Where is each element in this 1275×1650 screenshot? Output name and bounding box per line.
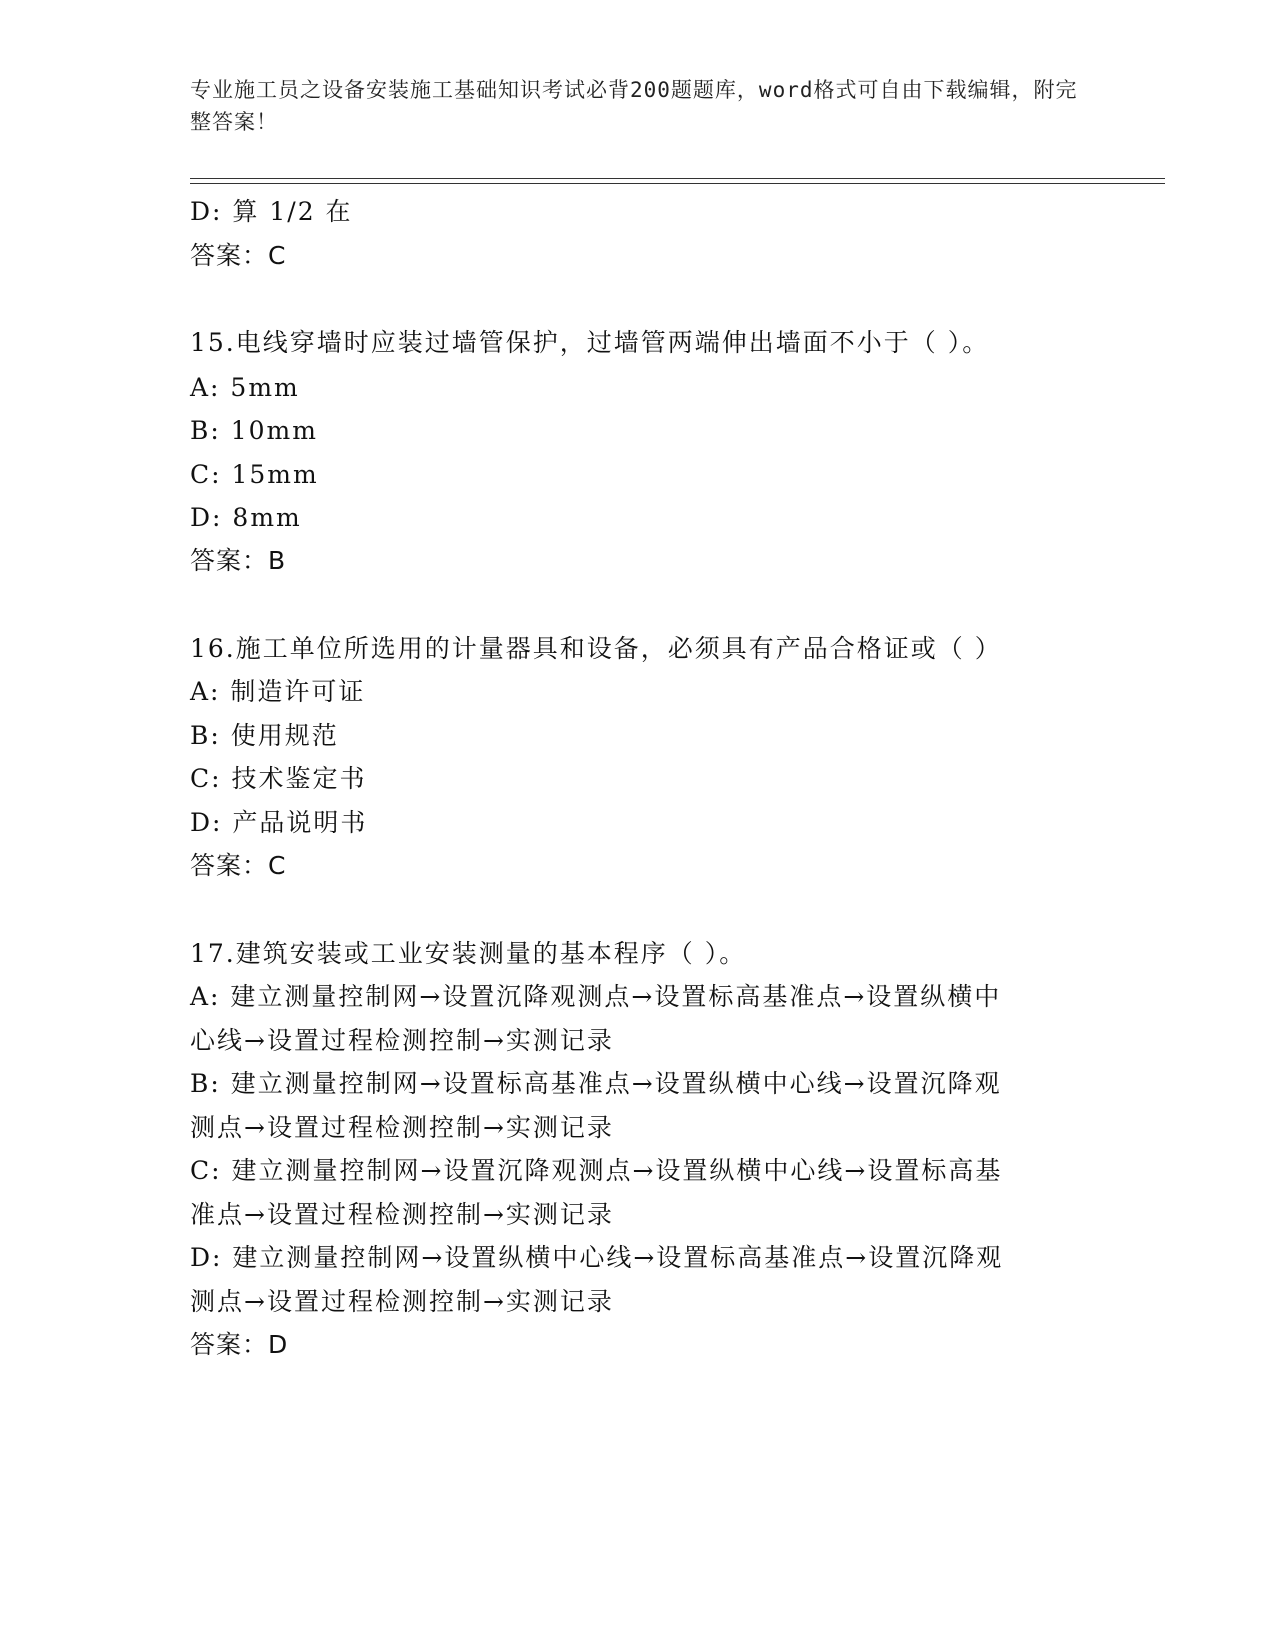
q17-option-c-cont: 准点→设置过程检测控制→实测记录: [190, 1200, 614, 1229]
q17-option-b-cont: 测点→设置过程检测控制→实测记录: [190, 1113, 614, 1142]
q16-option-b: B: 使用规范: [190, 721, 339, 750]
question-17: 17.建筑安装或工业安装测量的基本程序（ ）。: [190, 939, 747, 968]
q16-option-d: D: 产品说明书: [190, 808, 368, 837]
q16-answer: 答案：C: [190, 851, 287, 880]
q15-option-a: A: 5mm: [190, 373, 300, 402]
q17-option-a: A: 建立测量控制网→设置沉降观测点→设置标高基准点→设置纵横中: [190, 982, 1002, 1011]
answer-prev: 答案：C: [190, 241, 287, 270]
q15-option-b: B: 10mm: [190, 416, 318, 445]
q17-option-a-cont: 心线→设置过程检测控制→实测记录: [190, 1026, 614, 1055]
question-15: 15.电线穿墙时应装过墙管保护，过墙管两端伸出墙面不小于（ ）。: [190, 328, 990, 357]
header-divider-secondary: [190, 183, 1165, 184]
q15-option-d: D: 8mm: [190, 503, 302, 532]
q16-option-a: A: 制造许可证: [190, 677, 366, 706]
header-divider: [190, 178, 1165, 179]
q17-option-d: D: 建立测量控制网→设置纵横中心线→设置标高基准点→设置沉降观: [190, 1243, 1004, 1272]
q15-answer: 答案：B: [190, 546, 287, 575]
q17-option-b: B: 建立测量控制网→设置标高基准点→设置纵横中心线→设置沉降观: [190, 1069, 1002, 1098]
document-header: 专业施工员之设备安装施工基础知识考试必背200题题库，word格式可自由下载编辑，附完整答案！: [190, 78, 1078, 134]
q17-answer: 答案：D: [190, 1330, 289, 1359]
q15-option-c: C: 15mm: [190, 460, 319, 489]
q16-option-c: C: 技术鉴定书: [190, 764, 367, 793]
q17-option-c: C: 建立测量控制网→设置沉降观测点→设置纵横中心线→设置标高基: [190, 1156, 1003, 1185]
q17-option-d-cont: 测点→设置过程检测控制→实测记录: [190, 1287, 614, 1316]
question-16: 16.施工单位所选用的计量器具和设备，必须具有产品合格证或（ ）: [190, 634, 1002, 663]
option-d-prev: D: 算 1/2 在: [190, 197, 353, 226]
